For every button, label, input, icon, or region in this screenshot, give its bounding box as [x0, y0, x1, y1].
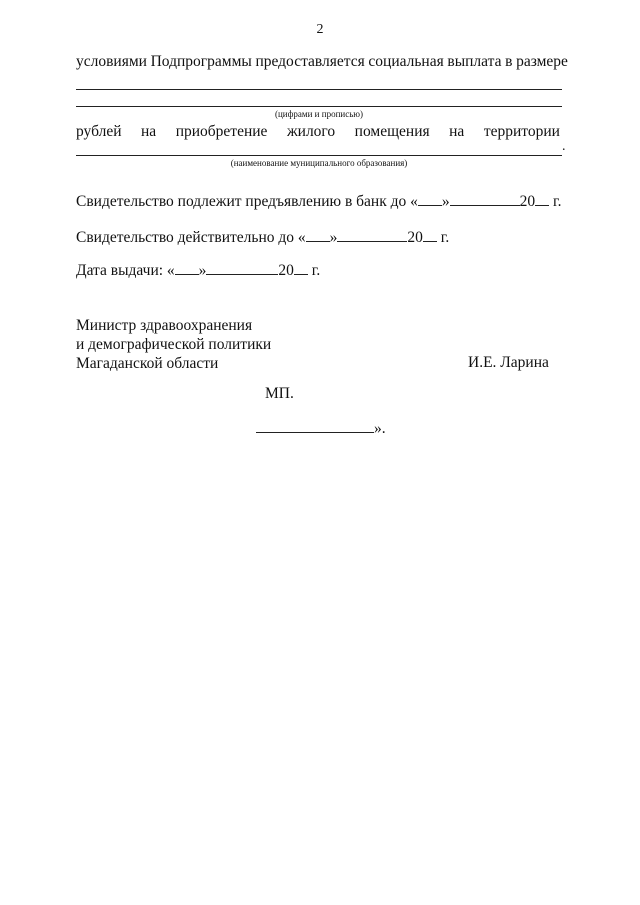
amount-fill-line-2	[76, 106, 562, 107]
month-blank	[450, 193, 520, 206]
bank-deadline-line	[76, 193, 561, 211]
year-blank	[535, 193, 549, 206]
word: жилого	[286, 123, 336, 140]
day-blank	[175, 262, 199, 275]
paragraph-2-line	[76, 123, 560, 141]
paragraph-1-line	[76, 53, 568, 71]
year-prefix: 20	[278, 262, 294, 279]
signature-blank	[256, 420, 374, 433]
word: социальная	[368, 53, 444, 70]
signatory-title-line: и демографической политики	[76, 336, 272, 353]
signatory-title-line: Министр здравоохранения	[76, 317, 253, 334]
page-number: 2	[316, 22, 324, 37]
valid-until-text: Свидетельство действительно до «	[76, 229, 306, 246]
year-blank	[423, 229, 437, 242]
amount-caption: (цифрами и прописью)	[274, 109, 364, 119]
word: на	[141, 123, 157, 140]
word: предоставляется	[255, 53, 365, 70]
year-suffix: г.	[549, 193, 562, 210]
year-blank	[294, 262, 308, 275]
end-period: .	[562, 139, 566, 154]
year-prefix: 20	[519, 193, 536, 210]
close-quote: »	[329, 229, 338, 246]
issue-date-text: Дата выдачи: «	[76, 262, 175, 279]
day-blank	[418, 193, 442, 206]
word: выплата	[447, 53, 502, 70]
year-suffix: г.	[436, 229, 450, 246]
month-blank	[337, 229, 407, 242]
municipality-fill-line	[76, 155, 562, 156]
month-blank	[206, 262, 278, 275]
amount-fill-line-1	[76, 89, 562, 90]
word: помещения	[354, 123, 430, 140]
word: рублей	[76, 123, 122, 140]
year-prefix: 20	[407, 229, 423, 246]
bank-deadline-text: Свидетельство подлежит предъявлению в банк до «	[76, 193, 418, 210]
closing-mark: ».	[374, 420, 386, 437]
word: Подпрограммы	[150, 53, 252, 70]
issue-date-line	[76, 262, 320, 280]
valid-until-line	[76, 229, 449, 247]
word: условиями	[76, 53, 147, 70]
signatory-name: И.Е. Ларина	[468, 354, 549, 371]
signatory-title-line: Магаданской области	[76, 355, 219, 372]
closing-line	[256, 420, 386, 438]
word: размере	[516, 53, 568, 70]
municipality-caption: (наименование муниципального образования)	[230, 158, 408, 168]
signatory-title	[76, 316, 271, 373]
close-quote: »	[441, 193, 450, 210]
year-suffix: г.	[307, 262, 321, 279]
word: на	[449, 123, 465, 140]
word: в	[505, 53, 513, 70]
stamp-label: МП.	[265, 385, 294, 402]
word: приобретение	[175, 123, 268, 140]
close-quote: »	[198, 262, 207, 279]
word: территории	[483, 123, 560, 140]
day-blank	[306, 229, 330, 242]
